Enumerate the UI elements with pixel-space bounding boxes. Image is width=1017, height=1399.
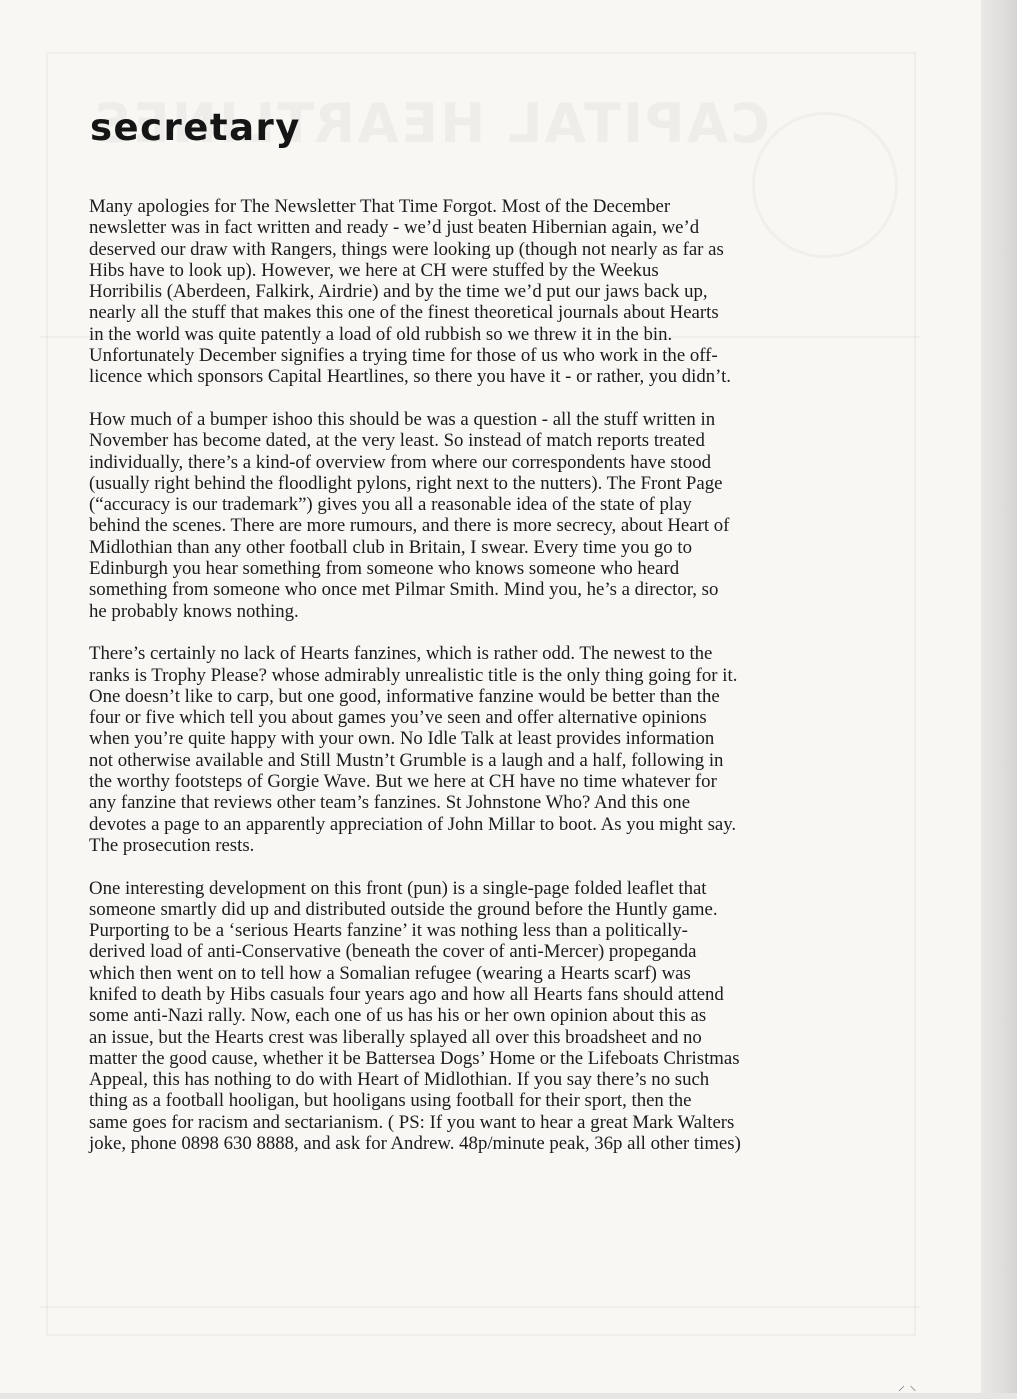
text-line: behind the scenes. There are more rumours, and there is more secrecy, about Heart of — [89, 515, 730, 537]
text-line: The prosecution rests. — [89, 834, 255, 856]
page-title: secretary — [90, 106, 301, 149]
text-line: thing as a football hooligan, but hooligans using football for their sport, then the — [89, 1090, 692, 1112]
text-line: deserved our draw with Rangers, things were looking up (though not nearly as far as — [89, 238, 724, 260]
text-line: Appeal, this has nothing to do with Heart of Midlothian. If you say there’s no such — [89, 1069, 710, 1091]
text-line: in the world was quite patently a load of old rubbish so we threw it in the bin. — [89, 323, 673, 345]
text-line: which then went on to tell how a Somalian refugee (wearing a Hearts scarf) was — [89, 962, 691, 984]
text-line: knifed to death by Hibs casuals four years ago and how all Hearts fans should attend — [89, 983, 724, 1005]
text-line: derived load of anti-Conservative (beneath the cover of anti-Mercer) propeganda — [89, 941, 697, 963]
text-line: licence which sponsors Capital Heartlines, so there you have it - or rather, you didn’t. — [89, 366, 731, 388]
paper-edge-shadow — [981, 0, 1017, 1399]
text-line: Edinburgh you hear something from someone who knows someone who heard — [89, 558, 680, 580]
text-line: individually, there’s a kind-of overview from where our correspondents have stood — [89, 451, 712, 473]
text-line: the worthy footsteps of Gorgie Wave. But we here at CH have no time whatever for — [89, 771, 717, 793]
text-line: nearly all the stuff that makes this one of the finest theoretical journals about Hearts — [89, 302, 719, 324]
text-line: There’s certainly no lack of Hearts fanzines, which is rather odd. The newest to the — [89, 643, 713, 665]
text-line: he probably knows nothing. — [89, 600, 299, 622]
text-line: Hibs have to look up). However, we here at CH were stuffed by the Weekus — [89, 259, 659, 281]
corner-scan-mark: ⸝ ⸜ — [898, 1378, 917, 1394]
text-line: ranks is Trophy Please? whose admirably unrealistic title is the only thing going for it. — [89, 664, 738, 686]
paragraph — [89, 409, 889, 622]
text-line: some anti-Nazi rally. Now, each one of us has his or her own opinion about this as — [89, 1005, 707, 1027]
text-line: any fanzine that reviews other team’s fanzines. St Johnstone Who? And this one — [89, 792, 691, 814]
text-line: Midlothian than any other football club in Britain, I swear. Every time you go to — [89, 536, 692, 558]
article-body — [89, 196, 889, 1176]
text-line: Purporting to be a ‘serious Hearts fanzine’ it was nothing less than a politically- — [89, 920, 688, 942]
show-through-rule — [40, 1306, 920, 1308]
text-line: joke, phone 0898 630 8888, and ask for Andrew. 48p/minute peak, 36p all other times) — [89, 1133, 741, 1155]
text-line: when you’re quite happy with your own. No Idle Talk at least provides information — [89, 728, 715, 750]
text-line: an issue, but the Hearts crest was liberally splayed all over this broadsheet and no — [89, 1026, 702, 1048]
text-line: One interesting development on this front (pun) is a single-page folded leaflet that — [89, 877, 707, 899]
text-line: same goes for racism and sectarianism. ( PS: If you want to hear a great Mark Walters — [89, 1111, 735, 1133]
text-line: Many apologies for The Newsletter That Time Forgot. Most of the December — [89, 196, 671, 217]
text-line: Unfortunately December signifies a trying time for those of us who work in the off- — [89, 345, 718, 367]
text-line: not otherwise available and Still Mustn’t Grumble is a laugh and a half, following in — [89, 749, 724, 771]
paragraph — [89, 643, 889, 856]
text-line: How much of a bumper ishoo this should be was a question - all the stuff written in — [89, 408, 716, 430]
text-line: devotes a page to an apparently appreciation of John Millar to boot. As you might say. — [89, 813, 737, 835]
text-line: Horribilis (Aberdeen, Falkirk, Airdrie) and by the time we’d put our jaws back up, — [89, 281, 708, 303]
text-line: (“accuracy is our trademark”) gives you all a reasonable idea of the state of play — [89, 494, 692, 516]
paragraph — [89, 878, 889, 1155]
text-line: November has become dated, at the very least. So instead of match reports treated — [89, 430, 705, 452]
paragraph — [89, 196, 889, 388]
text-line: One doesn’t like to carp, but one good, informative fanzine would be better than the — [89, 685, 720, 707]
text-line: four or five which tell you about games you’ve seen and offer alternative opinions — [89, 707, 707, 729]
text-line: matter the good cause, whether it be Battersea Dogs’ Home or the Lifeboats Christmas — [89, 1047, 740, 1069]
text-line: someone smartly did up and distributed outside the ground before the Huntly game. — [89, 898, 718, 920]
text-line: something from someone who once met Pilmar Smith. Mind you, he’s a director, so — [89, 579, 719, 601]
paper-bottom-edge — [0, 1393, 1017, 1399]
text-line: (usually right behind the floodlight pylons, right next to the nutters). The Front Page — [89, 472, 723, 494]
text-line: newsletter was in fact written and ready - we’d just beaten Hibernian again, we’d — [89, 217, 700, 239]
